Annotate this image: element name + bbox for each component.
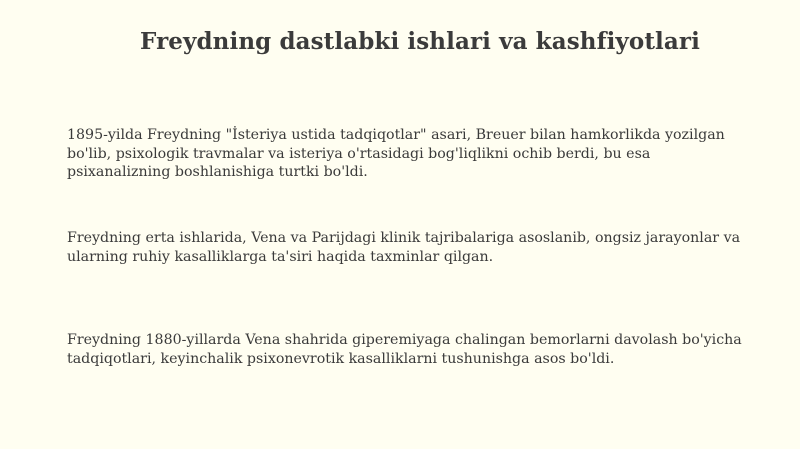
paragraph-1: 1895-yilda Freydning "İsteriya ustida tadqiqotlar" asari, Breuer bilan hamkorlikda yozilgan bo'lib, psixologik travmalar va isteriya o'rtasidagi bog'liqlikni ochib berdi, bu esa psixanalizning boshlanishiga turtki bo'ldi.	[67, 127, 725, 180]
paragraph-2: Freydning erta ishlarida, Vena va Parijdagi klinik tajribalariga asoslanib, ongsiz jarayonlar va ularning ruhiy kasalliklarga ta'siri haqida taxminlar qilgan.	[67, 230, 741, 265]
slide-title: Freydning dastlabki ishlari va kashfiyotlari	[140, 28, 700, 55]
paragraph-3: Freydning 1880-yillarda Vena shahrida giperemiyaga chalingan bemorlarni davolash bo'yicha tadqiqotlari, keyinchalik psixonevrotik kasalliklarni tushunishga asos bo'ldi.	[67, 332, 742, 367]
